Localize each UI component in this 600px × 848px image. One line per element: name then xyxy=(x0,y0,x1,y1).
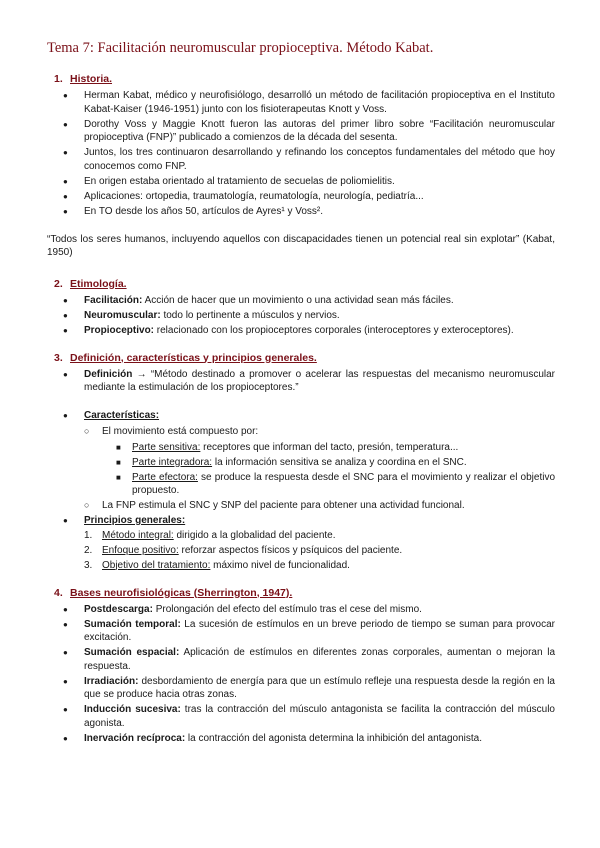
principle-item: 2. Enfoque positivo: reforzar aspectos físicos y psíquicos del paciente. xyxy=(84,544,403,556)
list-item: ● Inducción sucesiva: tras la contracción del músculo antagonista se facilita la contracción del músculo agonista. xyxy=(47,703,555,730)
sub-list xyxy=(84,425,555,513)
document-page xyxy=(47,40,555,747)
numbered-list xyxy=(84,529,555,573)
principle-item: 3. Objetivo del tratamiento: máximo nivel de funcionalidad. xyxy=(84,559,350,571)
list-item: ● En origen estaba orientado al tratamiento de secuelas de poliomielitis. xyxy=(47,175,555,189)
principle-item: 1. Método integral: dirigido a la globalidad del paciente. xyxy=(84,529,336,541)
section-heading: 4. Bases neurofisiológicas (Sherrington, 1947). xyxy=(54,586,293,599)
list-item: ● Facilitación: Acción de hacer que un movimiento o una actividad sean más fáciles. xyxy=(47,294,555,308)
list-item: ● En TO desde los años 50, artículos de Ayres¹ y Voss². xyxy=(47,205,555,219)
part-item: ■ Parte efectora: se produce la respuesta desde el SNC para el movimiento y realizar el objetivo propuesto. xyxy=(102,471,555,498)
sub-item: ○ La FNP estimula el SNC y SNP del paciente para obtener una actividad funcional. xyxy=(84,499,555,513)
list-item: ● Inervación recíproca: la contracción del agonista determina la inhibición del antagonista. xyxy=(47,732,555,746)
section-heading: 1. Historia. xyxy=(54,73,113,85)
section-heading: 3. Definición, características y principios generales. xyxy=(54,351,317,364)
list-item: ● Neuromuscular: todo lo pertinente a músculos y nervios. xyxy=(47,309,555,323)
section-historia xyxy=(47,73,555,218)
section-heading: 2. Etimología. xyxy=(54,277,127,290)
definition-item: ● Definición → “Método destinado a promover o acelerar las respuestas del mecanismo neuromuscular mediante la estimulación de los propioceptores.” xyxy=(47,368,555,395)
list-item: ● Juntos, los tres continuaron desarrollando y refinando los conceptos fundamentales del método que hoy conocemos como FNP. xyxy=(47,146,555,173)
page-title: Tema 7: Facilitación neuromuscular propioceptiva. Método Kabat. xyxy=(47,40,434,56)
list-item: ● Postdescarga: Prolongación del efecto del estímulo tras el cese del mismo. xyxy=(47,603,555,617)
section-definicion xyxy=(47,352,555,573)
section-bases-neurofisiologicas xyxy=(47,587,555,746)
list-item: ● Herman Kabat, médico y neurofisiólogo, desarrolló un método de facilitación propioceptiva en el Instituto Kabat-Kaiser (1946-1951) junto con los fisioterapeutas Knott y Voss. xyxy=(47,89,555,116)
sub-sub-list xyxy=(102,441,555,498)
section-etimologia xyxy=(47,278,555,338)
sub-item: ○ El movimiento está compuesto por: ■ Parte sensitiva: receptores que informan del tacto, presión, temperatura... ■ Parte integradora: la información sensitiva se analiza y coordina en el SNC. ■ Parte efectora: se produce la respuesta desde el SNC para el movimiento y realizar el objetivo propuesto. xyxy=(84,425,555,498)
principles-item: ● Principios generales: 1. Método integral: dirigido a la globalidad del paciente. 2. Enfoque positivo: reforzar aspectos físicos y psíquicos del paciente. 3. Objetivo del tratamiento: máximo nivel de funcionalidad. xyxy=(47,514,555,572)
list-item: ● Sumación espacial: Aplicación de estímulos en diferentes zonas corporales, aumentan o mejoran la respuesta. xyxy=(47,646,555,673)
kabat-quote: “Todos los seres humanos, incluyendo aquellos con discapacidades tienen un potencial real sin explotar” (Kabat, 1950) xyxy=(47,233,555,258)
list-item: ● Irradiación: desbordamiento de energía para que un estímulo refleje una respuesta desde la región en la que se produce hacia otras zonas. xyxy=(47,675,555,702)
list-item: ● Sumación temporal: La sucesión de estímulos en un breve periodo de tiempo se suman para provocar excitación. xyxy=(47,618,555,645)
characteristics-item: ● Características: ○ El movimiento está compuesto por: ■ Parte sensitiva: receptores que informan del tacto, presión, temperatura... ■ Parte integradora: la información sensitiva se analiza y coordina en el SNC. ■ Parte efectora: se produce la respuesta desde el SNC para el movimiento y realizar el objetivo propuesto. ○ La FNP estimula el SNC y SNP del paciente para obtener una actividad funcional. xyxy=(47,409,555,513)
bullet-list xyxy=(47,368,555,573)
list-item: ● Dorothy Voss y Maggie Knott fueron las autoras del primer libro sobre “Facilitación neuromuscular propioceptiva (FNP)” publicado a comienzos de la década del sesenta. xyxy=(47,118,555,145)
bullet-list xyxy=(47,89,555,218)
list-item: ● Propioceptivo: relacionado con los propioceptores corporales (interoceptores y exteroceptores). xyxy=(47,324,555,338)
list-item: ● Aplicaciones: ortopedia, traumatología, reumatología, neurología, pediatría... xyxy=(47,190,555,204)
part-item: ■ Parte sensitiva: receptores que informan del tacto, presión, temperatura... xyxy=(102,441,555,455)
bullet-list xyxy=(47,603,555,746)
bullet-list xyxy=(47,294,555,338)
part-item: ■ Parte integradora: la información sensitiva se analiza y coordina en el SNC. xyxy=(102,456,555,470)
